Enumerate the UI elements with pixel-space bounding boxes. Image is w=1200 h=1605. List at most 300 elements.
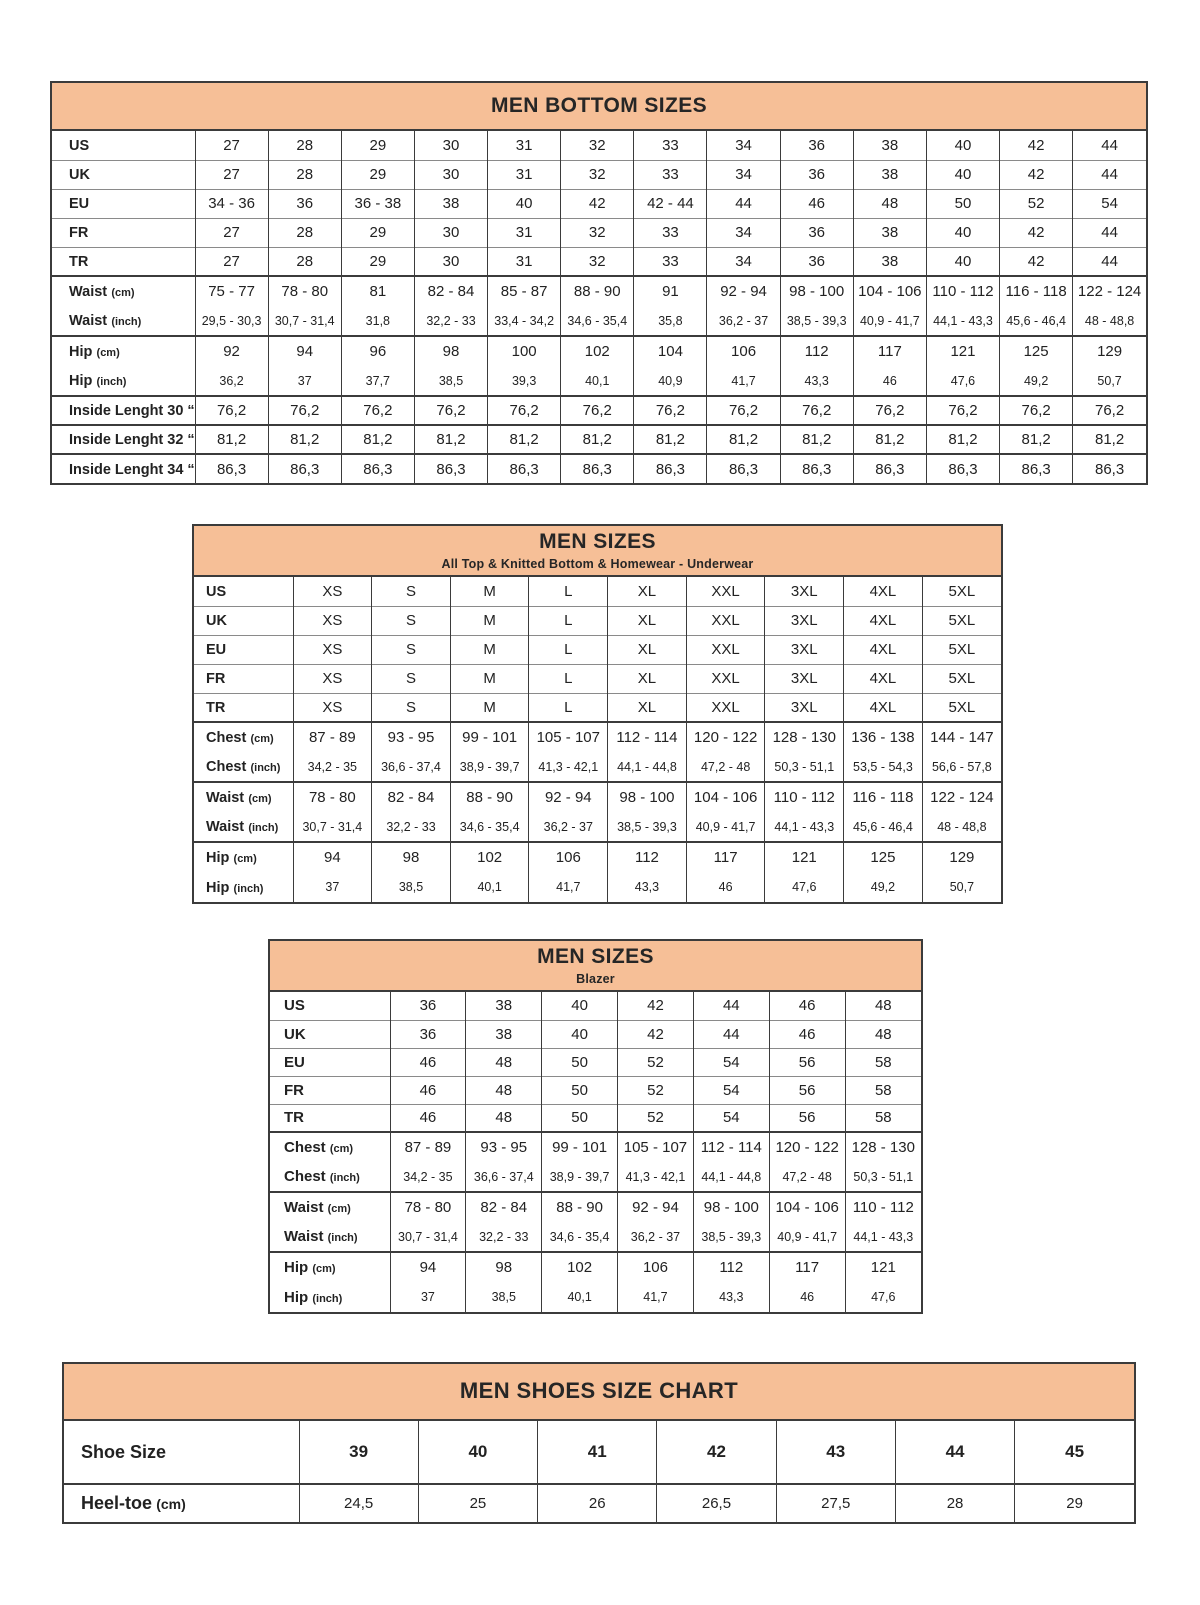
value-cell: 121	[845, 1252, 921, 1282]
value-cell: 82 - 84	[414, 276, 487, 306]
row-label-cell	[52, 396, 195, 425]
value-cell: 46	[769, 992, 845, 1020]
value-cell: 112	[608, 842, 687, 872]
value-cell: 38	[853, 247, 926, 276]
value-cell: 128 - 130	[765, 722, 844, 752]
value-cell: 33	[634, 247, 707, 276]
row-label-cell	[194, 872, 293, 902]
row-label-cell	[194, 842, 293, 872]
value-cell: S	[372, 606, 451, 635]
value-cell: 50	[542, 1048, 618, 1076]
row-label: Waist	[206, 790, 245, 806]
row-label: US	[284, 997, 305, 1015]
value-cell: 96	[341, 336, 414, 366]
value-cell: 34,6 - 35,4	[561, 306, 634, 336]
value-cell: 76,2	[853, 396, 926, 425]
value-cell: 33	[634, 218, 707, 247]
value-cell: 46	[390, 1104, 466, 1132]
value-cell: 56	[769, 1048, 845, 1076]
value-cell: XXL	[686, 693, 765, 722]
value-cell: XS	[293, 693, 372, 722]
value-cell: 54	[693, 1076, 769, 1104]
value-cell: 27	[195, 160, 268, 189]
measure-row-inch	[270, 1162, 921, 1192]
value-cell: 36 - 38	[341, 189, 414, 218]
value-cell: 36	[268, 189, 341, 218]
row-label-cell	[52, 160, 195, 189]
value-cell: 94	[293, 842, 372, 872]
value-cell: 34,2 - 35	[293, 752, 372, 782]
value-cell: 47,6	[926, 366, 999, 396]
value-cell: 46	[769, 1282, 845, 1312]
value-cell: 76,2	[707, 396, 780, 425]
value-cell: 36,2	[195, 366, 268, 396]
row-label-cell	[64, 1484, 299, 1522]
value-cell: 40	[926, 247, 999, 276]
row-label: Inside Lenght 32 “	[69, 432, 195, 448]
value-cell: 44	[1073, 160, 1146, 189]
value-cell: 32	[561, 131, 634, 160]
value-cell: 41,3 - 42,1	[618, 1162, 694, 1192]
row-label-unit: (cm)	[248, 793, 272, 805]
men-sizes-tops-table	[192, 524, 1003, 904]
row-label: Hip	[206, 850, 230, 866]
value-cell: 37	[293, 872, 372, 902]
value-cell: 42	[561, 189, 634, 218]
value-cell: 85 - 87	[488, 276, 561, 306]
men-bottom-sizes-grid	[52, 131, 1146, 483]
value-cell: 30,7 - 31,4	[390, 1222, 466, 1252]
value-cell: 122 - 124	[922, 782, 1001, 812]
value-cell: 116 - 118	[844, 782, 923, 812]
row-label: Hip	[284, 1288, 309, 1306]
value-cell: 44,1 - 43,3	[765, 812, 844, 842]
size-row	[64, 1484, 1134, 1522]
value-cell: 43,3	[780, 366, 853, 396]
value-cell: 81,2	[926, 425, 999, 454]
value-cell: 39,3	[488, 366, 561, 396]
row-label-cell	[64, 1421, 299, 1484]
men-sizes-tops-title: MEN SIZES	[539, 530, 656, 554]
row-label: Chest	[284, 1168, 326, 1185]
row-label: Waist	[69, 313, 108, 329]
value-cell: 50,3 - 51,1	[845, 1162, 921, 1192]
value-cell: 34	[707, 218, 780, 247]
value-cell: 46	[390, 1076, 466, 1104]
value-cell: 33	[634, 160, 707, 189]
value-cell: XXL	[686, 577, 765, 606]
value-cell: 40,9 - 41,7	[686, 812, 765, 842]
value-cell: 3XL	[765, 664, 844, 693]
value-cell: 31	[488, 218, 561, 247]
value-cell: 81,2	[488, 425, 561, 454]
value-cell: 76,2	[780, 396, 853, 425]
value-cell: 86,3	[853, 454, 926, 483]
value-cell: 34,6 - 35,4	[542, 1222, 618, 1252]
value-cell: 99 - 101	[450, 722, 529, 752]
value-cell: 43,3	[608, 872, 687, 902]
value-cell: 29	[341, 160, 414, 189]
value-cell: 54	[693, 1104, 769, 1132]
value-cell: 5XL	[922, 577, 1001, 606]
value-cell: M	[450, 635, 529, 664]
value-cell: L	[529, 635, 608, 664]
value-cell: 30	[414, 247, 487, 276]
row-label: Waist	[284, 1199, 324, 1216]
value-cell: 112	[693, 1252, 769, 1282]
value-cell: 87 - 89	[390, 1132, 466, 1162]
value-cell: 43,3	[693, 1282, 769, 1312]
value-cell: 104	[634, 336, 707, 366]
value-cell: 31	[488, 131, 561, 160]
value-cell: 40,9 - 41,7	[769, 1222, 845, 1252]
row-label: Heel-toe	[81, 1493, 153, 1513]
value-cell: 128 - 130	[845, 1132, 921, 1162]
row-label-unit: (inch)	[111, 316, 142, 328]
value-cell: S	[372, 693, 451, 722]
value-cell: 81,2	[414, 425, 487, 454]
value-cell: L	[529, 577, 608, 606]
value-cell: 37	[390, 1282, 466, 1312]
value-cell: 76,2	[414, 396, 487, 425]
value-cell: 48	[845, 992, 921, 1020]
value-cell: 106	[529, 842, 608, 872]
value-cell: 28	[268, 160, 341, 189]
value-cell: 46	[686, 872, 765, 902]
value-cell: 50,7	[1073, 366, 1146, 396]
value-cell: 92 - 94	[529, 782, 608, 812]
value-cell: 81,2	[707, 425, 780, 454]
value-cell: 36,6 - 37,4	[372, 752, 451, 782]
value-cell: 42	[657, 1421, 776, 1484]
value-cell: 36	[780, 247, 853, 276]
value-cell: 37	[268, 366, 341, 396]
value-cell: 27	[195, 247, 268, 276]
value-cell: 42	[1000, 247, 1073, 276]
value-cell: 129	[1073, 336, 1146, 366]
size-row	[52, 160, 1146, 189]
value-cell: 56	[769, 1076, 845, 1104]
value-cell: 5XL	[922, 635, 1001, 664]
value-cell: 40	[488, 189, 561, 218]
measure-row-inch	[194, 812, 1001, 842]
row-label-cell	[194, 577, 293, 606]
value-cell: L	[529, 606, 608, 635]
value-cell: 26,5	[657, 1484, 776, 1522]
row-label-unit: (cm)	[327, 1203, 351, 1215]
value-cell: 43	[776, 1421, 895, 1484]
value-cell: 26	[538, 1484, 657, 1522]
row-label: Chest	[284, 1139, 326, 1156]
value-cell: 110 - 112	[845, 1192, 921, 1222]
value-cell: 36,6 - 37,4	[466, 1162, 542, 1192]
value-cell: XXL	[686, 664, 765, 693]
value-cell: 56	[769, 1104, 845, 1132]
value-cell: 33,4 - 34,2	[488, 306, 561, 336]
value-cell: M	[450, 577, 529, 606]
row-label-cell	[52, 247, 195, 276]
value-cell: 54	[693, 1048, 769, 1076]
value-cell: 44,1 - 44,8	[608, 752, 687, 782]
value-cell: 40	[542, 1020, 618, 1048]
value-cell: 76,2	[488, 396, 561, 425]
value-cell: 78 - 80	[390, 1192, 466, 1222]
men-sizes-blazer-title: MEN SIZES	[537, 945, 654, 969]
value-cell: 38,5 - 39,3	[780, 306, 853, 336]
value-cell: 112	[780, 336, 853, 366]
value-cell: XXL	[686, 635, 765, 664]
value-cell: 40,1	[450, 872, 529, 902]
value-cell: 40	[926, 160, 999, 189]
value-cell: 38	[466, 1020, 542, 1048]
row-label-cell	[52, 425, 195, 454]
row-label-unit: (inch)	[327, 1232, 358, 1244]
value-cell: XL	[608, 577, 687, 606]
value-cell: 29	[341, 131, 414, 160]
value-cell: 28	[268, 247, 341, 276]
measure-row-inch	[52, 306, 1146, 336]
value-cell: 81	[341, 276, 414, 306]
value-cell: 86,3	[1000, 454, 1073, 483]
value-cell: 136 - 138	[844, 722, 923, 752]
value-cell: 50	[542, 1076, 618, 1104]
value-cell: 42	[618, 992, 694, 1020]
row-label-cell	[270, 1192, 390, 1222]
value-cell: 44	[1073, 247, 1146, 276]
measure-row-cm	[194, 782, 1001, 812]
value-cell: 86,3	[561, 454, 634, 483]
value-cell: 105 - 107	[529, 722, 608, 752]
measure-row-inch	[194, 872, 1001, 902]
value-cell: 32	[561, 247, 634, 276]
value-cell: 42 - 44	[634, 189, 707, 218]
value-cell: 34	[707, 160, 780, 189]
value-cell: 41,7	[529, 872, 608, 902]
value-cell: 24,5	[299, 1484, 418, 1522]
value-cell: XL	[608, 635, 687, 664]
row-label-cell	[270, 1222, 390, 1252]
value-cell: 40	[926, 218, 999, 247]
value-cell: 40,1	[542, 1282, 618, 1312]
row-label-cell	[194, 635, 293, 664]
value-cell: XXL	[686, 606, 765, 635]
value-cell: 120 - 122	[686, 722, 765, 752]
size-row	[194, 664, 1001, 693]
value-cell: 81,2	[1000, 425, 1073, 454]
men-shoes-size-chart-grid	[64, 1421, 1134, 1522]
value-cell: 50,7	[922, 872, 1001, 902]
value-cell: 50,3 - 51,1	[765, 752, 844, 782]
size-row	[270, 992, 921, 1020]
value-cell: 48 - 48,8	[922, 812, 1001, 842]
size-row	[270, 1076, 921, 1104]
value-cell: 87 - 89	[293, 722, 372, 752]
measure-row-cm	[270, 1192, 921, 1222]
men-sizes-blazer-subtitle: Blazer	[576, 971, 615, 986]
row-label-cell	[194, 722, 293, 752]
row-label: Hip	[284, 1259, 309, 1276]
value-cell: 33	[634, 131, 707, 160]
value-cell: 3XL	[765, 606, 844, 635]
measure-row-inch	[194, 752, 1001, 782]
value-cell: 86,3	[195, 454, 268, 483]
measure-row-inch	[270, 1222, 921, 1252]
men-shoes-size-chart-header-band	[64, 1364, 1134, 1421]
value-cell: 38	[414, 189, 487, 218]
value-cell: 38,5	[372, 872, 451, 902]
men-shoes-size-chart-table	[62, 1362, 1136, 1524]
value-cell: 44,1 - 43,3	[926, 306, 999, 336]
value-cell: 78 - 80	[268, 276, 341, 306]
value-cell: 42	[618, 1020, 694, 1048]
value-cell: 86,3	[1073, 454, 1146, 483]
men-sizes-tops-header-band	[194, 526, 1001, 577]
value-cell: 30,7 - 31,4	[268, 306, 341, 336]
row-label-cell	[194, 752, 293, 782]
value-cell: 52	[1000, 189, 1073, 218]
value-cell: 47,6	[845, 1282, 921, 1312]
value-cell: 50	[926, 189, 999, 218]
value-cell: 82 - 84	[466, 1192, 542, 1222]
row-label-cell	[52, 336, 195, 366]
row-label: TR	[206, 699, 226, 716]
value-cell: 38	[466, 992, 542, 1020]
value-cell: 41	[538, 1421, 657, 1484]
value-cell: 31	[488, 160, 561, 189]
value-cell: 76,2	[926, 396, 999, 425]
value-cell: 38,9 - 39,7	[450, 752, 529, 782]
value-cell: 117	[853, 336, 926, 366]
men-bottom-sizes-table	[50, 81, 1148, 485]
value-cell: 48	[466, 1076, 542, 1104]
measure-row-inch	[270, 1282, 921, 1312]
value-cell: 37,7	[341, 366, 414, 396]
value-cell: 4XL	[844, 664, 923, 693]
value-cell: 86,3	[341, 454, 414, 483]
value-cell: 48	[845, 1020, 921, 1048]
value-cell: 86,3	[634, 454, 707, 483]
value-cell: 100	[488, 336, 561, 366]
value-cell: 31,8	[341, 306, 414, 336]
value-cell: 35,8	[634, 306, 707, 336]
row-label: FR	[69, 225, 89, 241]
value-cell: 36,2 - 37	[707, 306, 780, 336]
value-cell: 58	[845, 1048, 921, 1076]
row-label-cell	[270, 1282, 390, 1312]
value-cell: M	[450, 606, 529, 635]
value-cell: 4XL	[844, 635, 923, 664]
value-cell: 49,2	[844, 872, 923, 902]
value-cell: 34,2 - 35	[390, 1162, 466, 1192]
row-label: FR	[284, 1081, 304, 1099]
value-cell: 30	[414, 131, 487, 160]
size-row	[52, 425, 1146, 454]
value-cell: 76,2	[1073, 396, 1146, 425]
value-cell: 40,9 - 41,7	[853, 306, 926, 336]
value-cell: 47,6	[765, 872, 844, 902]
value-cell: 50	[542, 1104, 618, 1132]
men-shoes-size-chart-title: MEN SHOES SIZE CHART	[459, 1378, 739, 1404]
value-cell: 117	[686, 842, 765, 872]
size-row	[52, 189, 1146, 218]
value-cell: 98	[372, 842, 451, 872]
value-cell: 88 - 90	[450, 782, 529, 812]
size-row	[194, 635, 1001, 664]
value-cell: 86,3	[268, 454, 341, 483]
value-cell: 125	[1000, 336, 1073, 366]
value-cell: 81,2	[780, 425, 853, 454]
value-cell: 129	[922, 842, 1001, 872]
value-cell: 52	[618, 1104, 694, 1132]
value-cell: 29	[341, 218, 414, 247]
size-row	[270, 1020, 921, 1048]
value-cell: 27	[195, 218, 268, 247]
value-cell: 91	[634, 276, 707, 306]
row-label: Hip	[69, 344, 93, 360]
row-label: Inside Lenght 34 “	[69, 461, 195, 478]
value-cell: 38,5	[466, 1282, 542, 1312]
value-cell: 32,2 - 33	[466, 1222, 542, 1252]
row-label-cell	[270, 1162, 390, 1192]
value-cell: 30	[414, 218, 487, 247]
value-cell: 75 - 77	[195, 276, 268, 306]
row-label-cell	[270, 1076, 390, 1104]
value-cell: 3XL	[765, 577, 844, 606]
men-sizes-blazer-grid	[270, 992, 921, 1312]
row-label-unit: (cm)	[111, 287, 135, 299]
value-cell: 34,6 - 35,4	[450, 812, 529, 842]
row-label-unit: (inch)	[312, 1292, 343, 1305]
row-label: UK	[284, 1025, 306, 1043]
value-cell: 76,2	[341, 396, 414, 425]
value-cell: 120 - 122	[769, 1132, 845, 1162]
value-cell: 76,2	[1000, 396, 1073, 425]
value-cell: 3XL	[765, 693, 844, 722]
value-cell: 41,7	[618, 1282, 694, 1312]
value-cell: 38,9 - 39,7	[542, 1162, 618, 1192]
value-cell: 81,2	[1073, 425, 1146, 454]
value-cell: 5XL	[922, 606, 1001, 635]
value-cell: 98	[466, 1252, 542, 1282]
measure-row-cm	[270, 1132, 921, 1162]
row-label: UK	[69, 167, 90, 183]
value-cell: 39	[299, 1421, 418, 1484]
value-cell: 82 - 84	[372, 782, 451, 812]
value-cell: S	[372, 577, 451, 606]
row-label: Waist	[69, 284, 108, 300]
row-label: EU	[206, 642, 227, 658]
value-cell: 81,2	[341, 425, 414, 454]
value-cell: 44	[693, 1020, 769, 1048]
value-cell: 42	[1000, 131, 1073, 160]
value-cell: 44,1 - 43,3	[845, 1222, 921, 1252]
value-cell: XS	[293, 635, 372, 664]
value-cell: 110 - 112	[926, 276, 999, 306]
value-cell: 92 - 94	[707, 276, 780, 306]
value-cell: 32,2 - 33	[414, 306, 487, 336]
value-cell: 81,2	[853, 425, 926, 454]
value-cell: 41,3 - 42,1	[529, 752, 608, 782]
value-cell: 36	[390, 1020, 466, 1048]
value-cell: 38	[853, 160, 926, 189]
value-cell: 40,9	[634, 366, 707, 396]
measure-row-cm	[52, 276, 1146, 306]
value-cell: 116 - 118	[1000, 276, 1073, 306]
value-cell: 45	[1015, 1421, 1134, 1484]
value-cell: 88 - 90	[561, 276, 634, 306]
value-cell: 102	[561, 336, 634, 366]
value-cell: 104 - 106	[769, 1192, 845, 1222]
